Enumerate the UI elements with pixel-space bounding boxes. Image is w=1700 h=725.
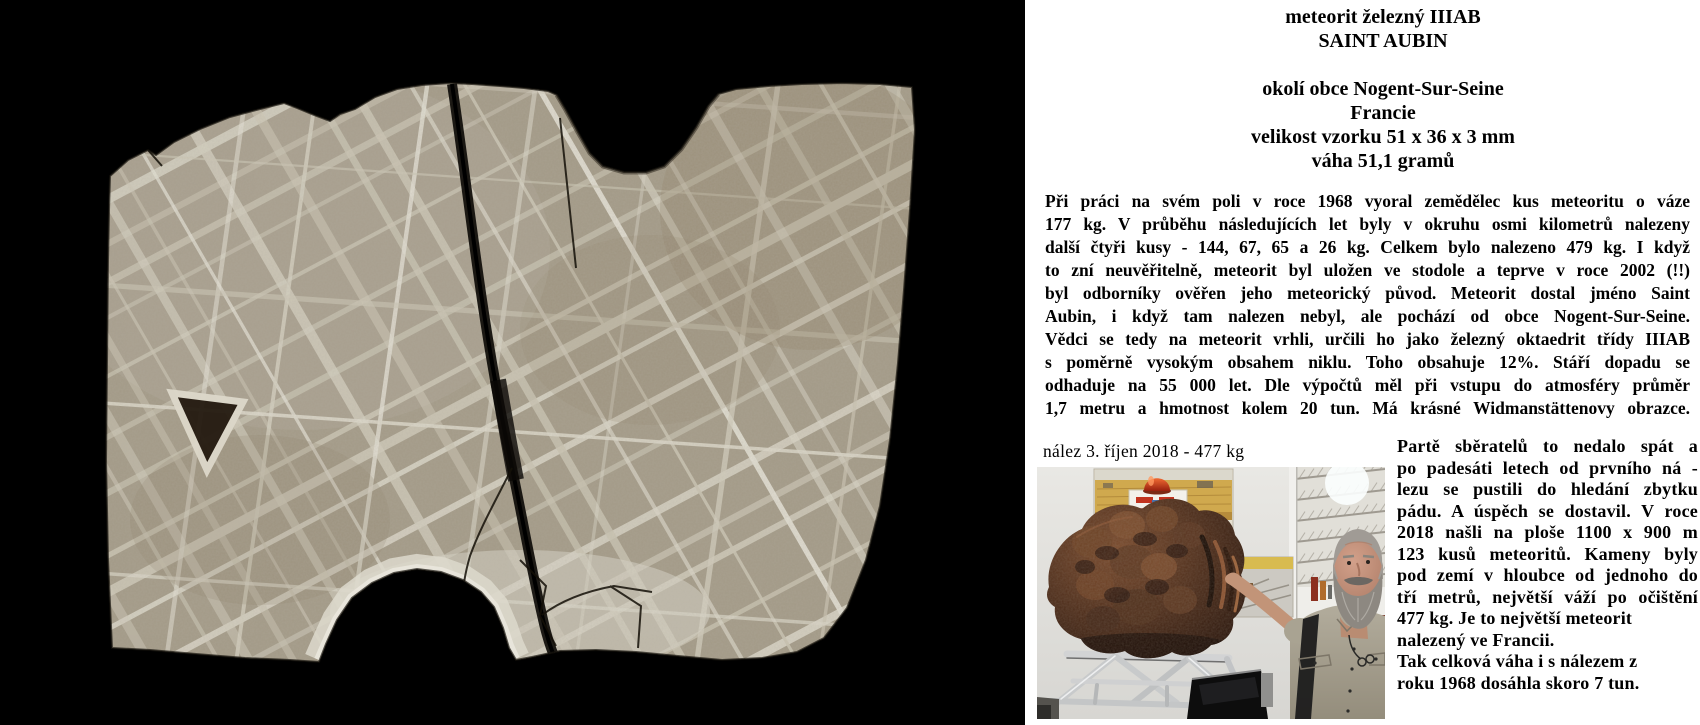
title-block [1066,5,1700,173]
page-title-line-1: meteorit železný IIIAB [1285,6,1481,28]
find-caption: nález 3. říjen 2018 - 477 kg [1043,441,1245,461]
exhibit-photo [1037,467,1385,719]
text-line: tří metrů, největší váží po očištění [1397,586,1698,607]
text-line: další čtyři kusy - 144, 67, 65 a 26 kg. Celkem bylo nalezeno 479 kg. I když [1045,237,1690,257]
text-line: 1,7 metru a hmotnost kolem 20 tun. Má krásné Widmanstättenovy obrazce. [1045,398,1690,418]
black-pedestal [1187,670,1273,719]
text-line: to zní neuvěřitelně, meteorit byl uložen ve stodole a teprve v roce 2002 (!!) [1045,260,1690,280]
text-line: pod zemí v hloubce od jednoho do [1397,565,1698,585]
exhibit-photo-graphic [1037,467,1385,719]
text-line: pádu. A úspěch se dostavil. V roce [1397,500,1698,521]
text-line: 2018 našli na ploše 1100 x 900 m [1397,522,1698,542]
text-line: byl odborníky ověřen jeho meteorický původ. Meteorit dostal jméno Saint [1045,283,1690,303]
text-line: 177 kg. V průběhu následujících let byly v okruhu osmi kilometrů nalezeny [1045,214,1690,234]
title-location: okolí obce Nogent-Sur-Seine [1262,78,1504,100]
text-line: roku 1968 dosáhla skoro 7 tun. [1397,672,1640,693]
text-line: s poměrně vysokým obsahem niklu. Toho obsahuje 12%. Stáří dopadu se [1045,352,1690,372]
text-line: Tak celková váha i s nálezem z [1397,651,1638,671]
title-specimen-weight: váha 51,1 gramů [1311,150,1455,172]
right-column [1397,436,1698,694]
text-line: nalezený ve Francii. [1397,629,1555,650]
text-line: lezu se pustili do hledání zbytku [1397,479,1698,499]
text-line: po padesáti letech od prvního ná - [1397,457,1698,478]
text-line: Aubin, i když tam nalezen nebyl, ale pochází od obce Nogent-Sur-Seine. [1045,306,1690,326]
title-spacer [1066,53,1700,77]
title-specimen-size: velikost vzorku 51 x 36 x 3 mm [1251,126,1515,148]
text-line: Vědci se tedy na meteorit vrhli, určili ho jako železný oktaedrit třídy IIIAB [1045,329,1690,349]
text-line: Partě sběratelů to nedalo spát a [1397,436,1698,456]
page-title-line-2: SAINT AUBIN [1318,30,1448,52]
text-line: 123 kusů meteoritů. Kameny byly [1397,543,1698,564]
text-line: odhaduje na 55 000 let. Dle výpočtů měl při vstupu do atmosféry průměr [1045,375,1690,395]
main-paragraph [1045,190,1690,420]
title-country: Francie [1350,102,1416,124]
text-line: Při práci na svém poli v roce 1968 vyoral zemědělec kus meteoritu o váze [1045,191,1690,211]
text-line: 477 kg. Je to největší meteorit [1397,608,1633,628]
man-hand [1225,573,1241,585]
